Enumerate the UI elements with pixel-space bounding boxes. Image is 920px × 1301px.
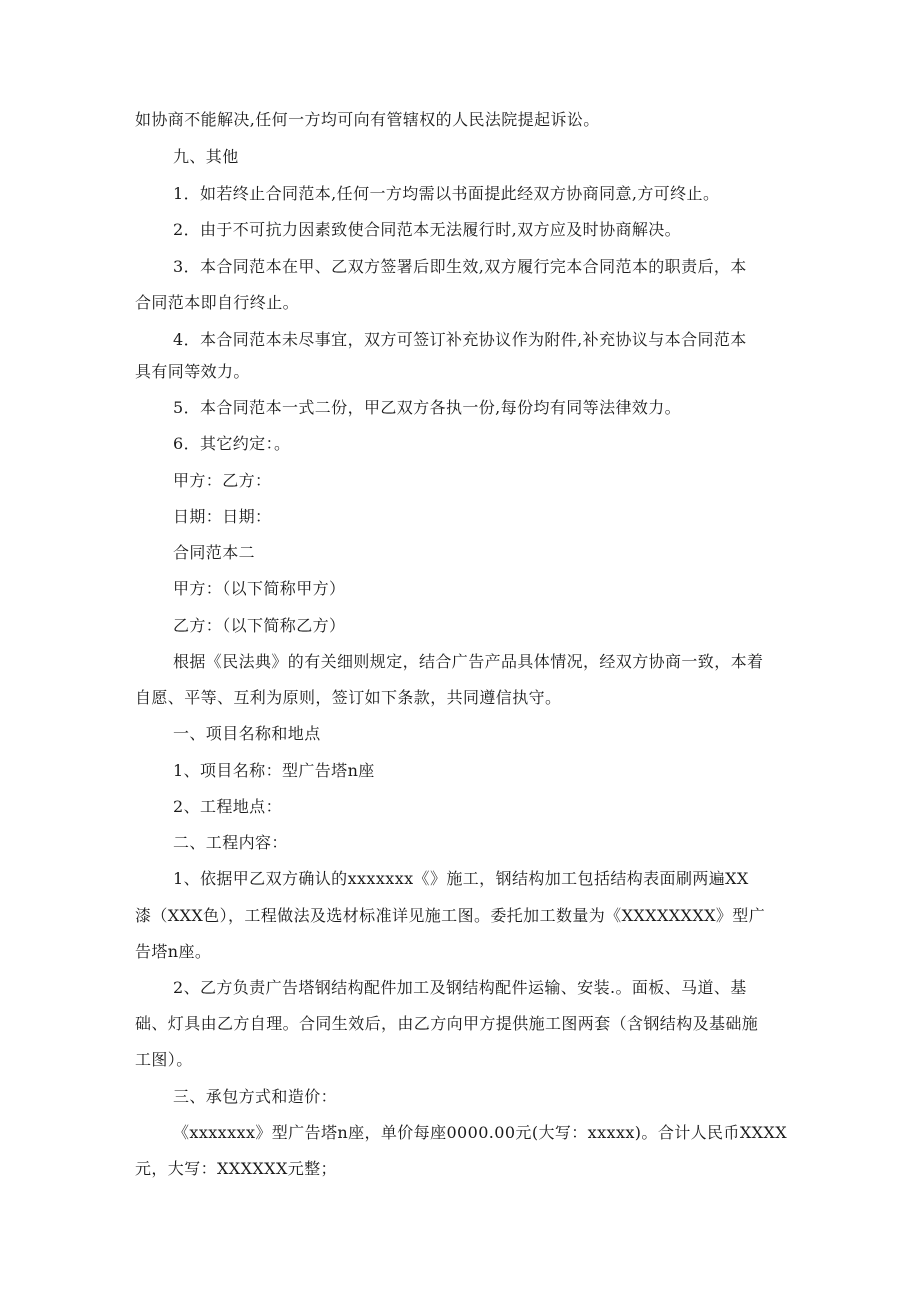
list-item: 2、工程地点：	[173, 797, 282, 816]
signature-line: 甲方：乙方：	[173, 471, 272, 490]
section-heading: 一、项目名称和地点	[173, 724, 321, 743]
list-item: 2．由于不可抗力因素致使合同范本无法履行时,双方应及时协商解决。	[173, 220, 682, 239]
paragraph-line-continuation: 自愿、平等、互利为原则，签订如下条款，共同遵信执守。	[135, 688, 562, 707]
list-item-continuation: 具有同等效力。	[135, 362, 250, 381]
list-item: 1．如若终止合同范本,任何一方均需以书面提此经双方协商同意,方可终止。	[173, 184, 720, 203]
paragraph-line: 如协商不能解决,任何一方均可向有管辖权的人民法院提起诉讼。	[135, 110, 600, 129]
paragraph-line: 《xxxxxxx》型广告塔n座，单价每座0000.00元(大写：xxxxx)。合计人民币XXXX	[173, 1123, 787, 1142]
paragraph-line: 根据《民法典》的有关细则规定，结合广告产品具体情况，经双方协商一致，本着	[173, 652, 764, 671]
list-item: 6．其它约定：。	[173, 434, 291, 453]
date-line: 日期：日期：	[173, 507, 272, 526]
list-item-continuation: 工图）。	[135, 1050, 193, 1069]
section-heading: 二、工程内容：	[173, 833, 288, 852]
list-item: 5．本合同范本一式二份，甲乙双方各执一份,每份均有同等法律效力。	[173, 398, 682, 417]
document-title: 合同范本二	[173, 543, 256, 562]
list-item: 2、乙方负责广告塔钢结构配件加工及钢结构配件运输、安装.。面板、马道、基	[173, 978, 747, 997]
section-heading: 三、承包方式和造价：	[173, 1087, 338, 1106]
list-item: 4．本合同范本未尽事宜，双方可签订补充协议作为附件,补充协议与本合同范本	[173, 330, 747, 349]
list-item-continuation: 础、灯具由乙方自理。合同生效后，由乙方向甲方提供施工图两套（含钢结构及基础施	[135, 1014, 759, 1033]
list-item: 1、依据甲乙双方确认的xxxxxxx《》施工，钢结构加工包括结构表面刷两遍XX	[173, 869, 749, 888]
list-item: 1、项目名称：型广告塔n座	[173, 761, 375, 780]
list-item: 3．本合同范本在甲、乙双方签署后即生效,双方履行完本合同范本的职责后，本	[173, 257, 747, 276]
list-item-continuation: 合同范本即自行终止。	[135, 293, 300, 312]
section-heading: 九、其他	[173, 147, 239, 166]
paragraph-line-continuation: 元，大写：XXXXXX元整；	[135, 1159, 337, 1178]
list-item-continuation: 告塔n座。	[135, 942, 212, 961]
party-a-line: 甲方：（以下简称甲方）	[173, 579, 346, 598]
list-item-continuation: 漆（XXX色），工程做法及选材标准详见施工图。委托加工数量为《XXXXXXXX》型广	[135, 906, 766, 925]
party-b-line: 乙方：（以下简称乙方）	[173, 616, 346, 635]
